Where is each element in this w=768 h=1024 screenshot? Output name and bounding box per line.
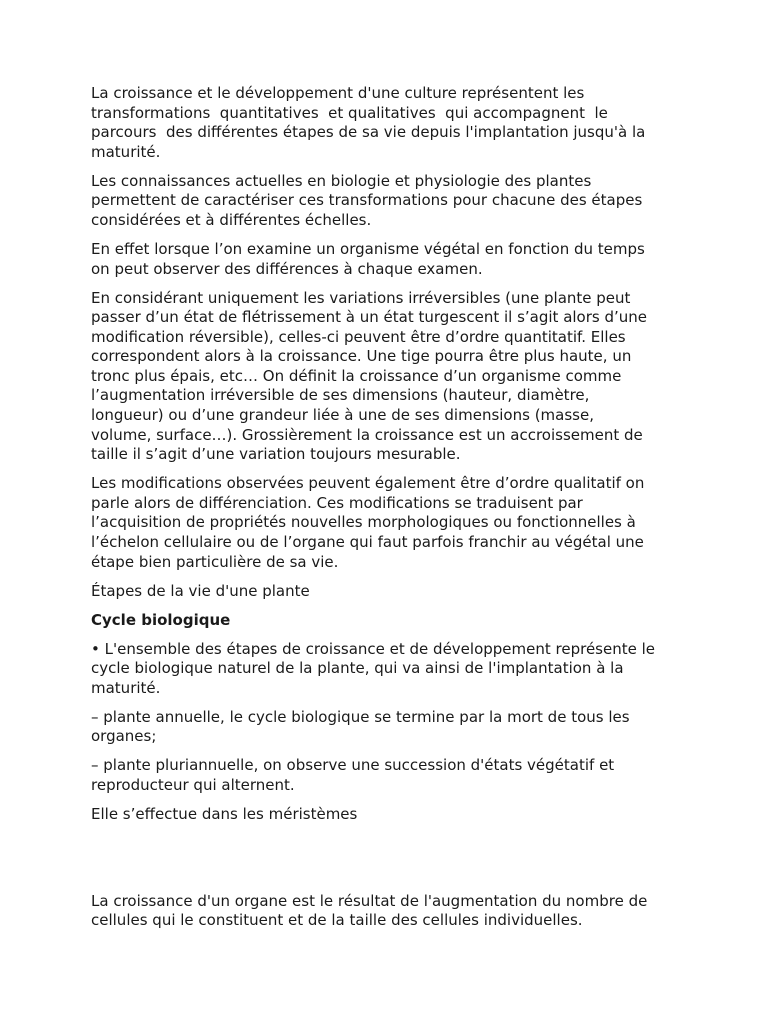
paragraph-observation: En effet lorsque l’on examine un organisme végétal en fonction du temps on peut observer des différences à chaque examen. xyxy=(91,239,645,278)
paragraph-perennial-plant: – plante pluriannuelle, on observe une succession d'états végétatif et reproducteur qui alternent. xyxy=(91,756,615,794)
paragraph-annual-plant: – plante annuelle, le cycle biologique se termine par la mort de tous les organes; xyxy=(91,707,630,746)
paragraph-knowledge: Les connaissances actuelles en biologie et physiologie des plantes permettent de caractériser ces transformations pour chacune des étapes considérées et à différentes échelles. xyxy=(91,171,643,229)
paragraph-intro: La croissance et le développement d'une culture représentent les transformations quantitatives et qualitatives qui accompagnent le parcours des différentes étapes de sa vie depuis l'implantation jusqu'à la maturité. xyxy=(91,84,646,161)
paragraph-growth-definition: En considérant uniquement les variations irréversibles (une plante peut passer d’un état de flétrissement à un état turgescent il s’agit alors d’une modification réversible), celles-ci peuvent être d’ordre quantitatif. Elles correspondent alors à la croissance. Une tige pourra être plus haute, un tronc plus épais, etc… On définit la croissance d’un organisme comme l’augmentation irréversible de ses dimensions (hauteur, diamètre, longueur) ou d’une grandeur liée à une de ses dimensions (masse, volume, surface…). Grossièrement la croissance est un accroissement de taille il s’agit d’une variation toujours mesurable. xyxy=(91,288,648,464)
blank-space xyxy=(91,834,691,892)
paragraph-differentiation: Les modifications observées peuvent également être d’ordre qualitatif on parle alors de différenciation. Ces modifications se traduisent par l’acquisition de propriétés nouvelles morphologiques ou fonctionnelles à l’échelon cellulaire ou de l’organe qui faut parfois franchir au végétal une étape bien particulière de sa vie. xyxy=(91,474,645,571)
paragraph-life-stages: Étapes de la vie d'une plante xyxy=(91,581,310,600)
paragraph-cycle-bullet: • L'ensemble des étapes de croissance et de développement représente le cycle biologique naturel de la plante, qui va ainsi de l'implantation à la maturité. xyxy=(91,639,656,697)
section-heading: Cycle biologique xyxy=(91,610,231,629)
paragraph-organ-growth: La croissance d'un organe est le résultat de l'augmentation du nombre de cellules qui le constituent et de la taille des cellules individuelles. xyxy=(91,891,648,930)
paragraph-meristems: Elle s’effectue dans les méristèmes xyxy=(91,804,358,823)
document-body xyxy=(91,84,691,940)
